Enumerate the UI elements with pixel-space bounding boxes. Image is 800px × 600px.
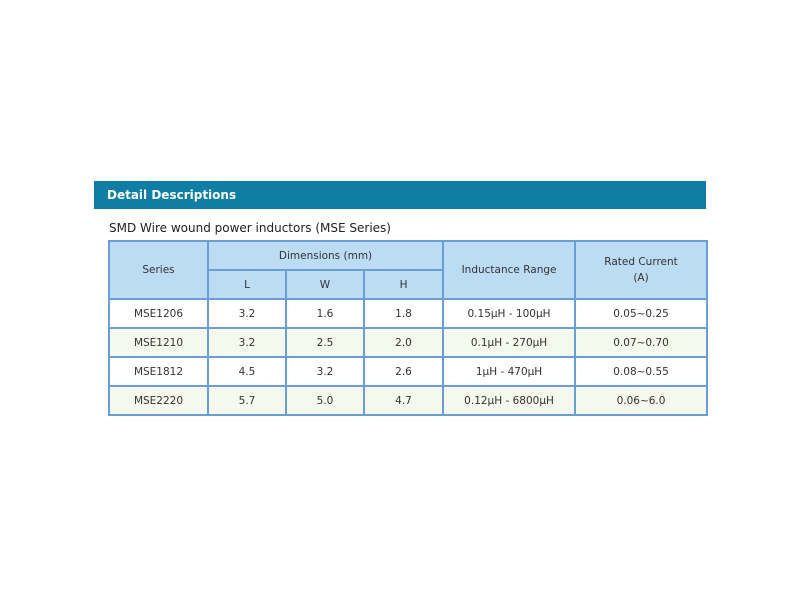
cell-inductance: 0.1μH - 270μH [443, 328, 575, 357]
header-inductance-range: Inductance Range [443, 241, 575, 299]
cell-series: MSE2220 [109, 386, 208, 415]
header-rated-current [575, 241, 707, 299]
cell-l: 5.7 [208, 386, 286, 415]
cell-w: 1.6 [286, 299, 364, 328]
table-row [109, 386, 707, 415]
cell-series: MSE1206 [109, 299, 208, 328]
table-row [109, 299, 707, 328]
cell-inductance: 0.12μH - 6800μH [443, 386, 575, 415]
spec-table [108, 240, 708, 416]
cell-w: 5.0 [286, 386, 364, 415]
cell-inductance: 0.15μH - 100μH [443, 299, 575, 328]
cell-current: 0.08~0.55 [575, 357, 707, 386]
cell-h: 2.0 [364, 328, 443, 357]
cell-series: MSE1812 [109, 357, 208, 386]
header-rated-current-label: Rated Current [604, 256, 678, 268]
table-row [109, 328, 707, 357]
cell-h: 1.8 [364, 299, 443, 328]
cell-current: 0.05~0.25 [575, 299, 707, 328]
cell-h: 2.6 [364, 357, 443, 386]
header-dimensions: Dimensions (mm) [208, 241, 443, 270]
table-caption: SMD Wire wound power inductors (MSE Series) [109, 221, 391, 235]
header-l: L [208, 270, 286, 299]
table-row [109, 357, 707, 386]
cell-w: 2.5 [286, 328, 364, 357]
cell-h: 4.7 [364, 386, 443, 415]
header-w: W [286, 270, 364, 299]
section-title: Detail Descriptions [107, 188, 237, 202]
table-header-row [109, 241, 707, 270]
header-series: Series [109, 241, 208, 299]
cell-current: 0.06~6.0 [575, 386, 707, 415]
cell-series: MSE1210 [109, 328, 208, 357]
cell-l: 3.2 [208, 299, 286, 328]
cell-l: 4.5 [208, 357, 286, 386]
section-header [94, 181, 706, 209]
cell-inductance: 1μH - 470μH [443, 357, 575, 386]
cell-w: 3.2 [286, 357, 364, 386]
header-rated-current-unit: (A) [633, 272, 649, 284]
header-h: H [364, 270, 443, 299]
cell-current: 0.07~0.70 [575, 328, 707, 357]
cell-l: 3.2 [208, 328, 286, 357]
